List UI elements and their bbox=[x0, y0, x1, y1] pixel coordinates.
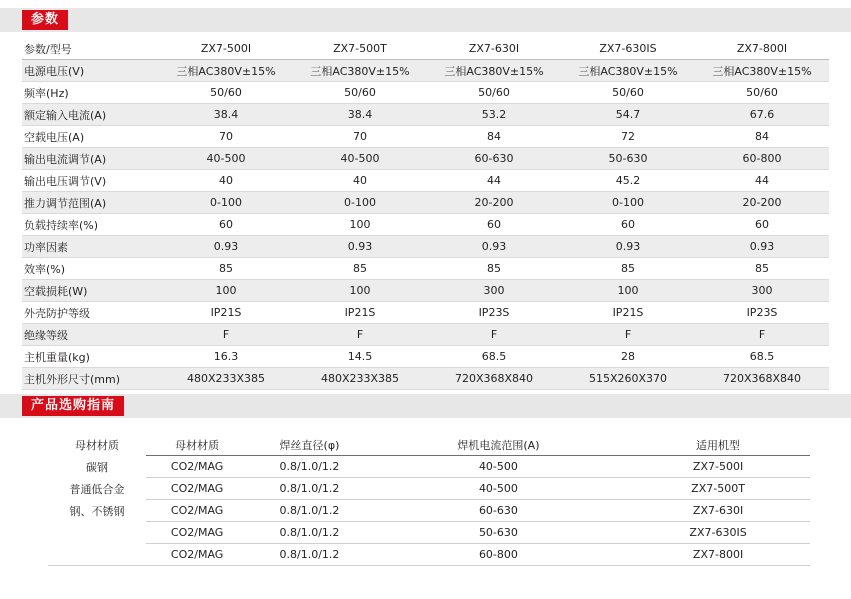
guide-header-material: 母材材质 bbox=[146, 434, 248, 456]
guide-current-range: 60-800 bbox=[371, 544, 626, 566]
param-value: 28 bbox=[561, 346, 695, 368]
guide-material: CO2/MAG bbox=[146, 456, 248, 478]
param-label: 输出电压调节(V) bbox=[22, 170, 159, 192]
param-value: 三相AC380V±15% bbox=[561, 60, 695, 82]
param-value: 480X233X385 bbox=[293, 368, 427, 390]
table-row bbox=[48, 456, 810, 478]
guide-current-range: 50-630 bbox=[371, 522, 626, 544]
table-row bbox=[22, 258, 829, 280]
table-row bbox=[48, 544, 810, 566]
param-header-model-2: ZX7-500T bbox=[293, 38, 427, 60]
guide-header-current-range: 焊机电流范围(A) bbox=[371, 434, 626, 456]
param-header-model-5: ZX7-800I bbox=[695, 38, 829, 60]
param-value: 44 bbox=[695, 170, 829, 192]
param-label: 电源电压(V) bbox=[22, 60, 159, 82]
param-value: 85 bbox=[427, 258, 561, 280]
param-header-model-1: ZX7-500I bbox=[159, 38, 293, 60]
parameters-section-header bbox=[0, 8, 851, 32]
param-value: F bbox=[159, 324, 293, 346]
param-header-model-4: ZX7-630IS bbox=[561, 38, 695, 60]
param-value: 0.93 bbox=[293, 236, 427, 258]
param-value: 480X233X385 bbox=[159, 368, 293, 390]
param-value: 70 bbox=[293, 126, 427, 148]
table-row bbox=[22, 170, 829, 192]
param-label: 绝缘等级 bbox=[22, 324, 159, 346]
param-value: 72 bbox=[561, 126, 695, 148]
param-value: 100 bbox=[293, 280, 427, 302]
param-value: 40-500 bbox=[159, 148, 293, 170]
table-row bbox=[22, 324, 829, 346]
param-value: 300 bbox=[695, 280, 829, 302]
param-value: IP21S bbox=[159, 302, 293, 324]
guide-side-value: 钢、不锈钢 bbox=[69, 504, 125, 518]
table-row bbox=[48, 478, 810, 500]
guide-model: ZX7-630I bbox=[626, 500, 810, 522]
table-row bbox=[22, 60, 829, 82]
table-row bbox=[22, 192, 829, 214]
table-row bbox=[22, 302, 829, 324]
table-row bbox=[22, 280, 829, 302]
table-header-row bbox=[22, 38, 829, 60]
table-row bbox=[22, 82, 829, 104]
param-value: 44 bbox=[427, 170, 561, 192]
guide-side-spacer bbox=[48, 544, 146, 566]
table-row bbox=[48, 500, 810, 522]
guide-side-spacer bbox=[48, 522, 146, 544]
param-label: 空载电压(A) bbox=[22, 126, 159, 148]
param-value: 68.5 bbox=[695, 346, 829, 368]
param-value: 85 bbox=[159, 258, 293, 280]
param-label: 推力调节范围(A) bbox=[22, 192, 159, 214]
param-value: 60 bbox=[427, 214, 561, 236]
param-value: 40 bbox=[159, 170, 293, 192]
table-row bbox=[22, 346, 829, 368]
guide-model: ZX7-500T bbox=[626, 478, 810, 500]
param-label: 额定输入电流(A) bbox=[22, 104, 159, 126]
param-value: 50/60 bbox=[159, 82, 293, 104]
param-label: 空载损耗(W) bbox=[22, 280, 159, 302]
table-row bbox=[22, 236, 829, 258]
param-value: 三相AC380V±15% bbox=[427, 60, 561, 82]
param-value: 300 bbox=[427, 280, 561, 302]
param-value: IP23S bbox=[695, 302, 829, 324]
param-value: 三相AC380V±15% bbox=[695, 60, 829, 82]
param-value: 40-500 bbox=[293, 148, 427, 170]
guide-material: CO2/MAG bbox=[146, 500, 248, 522]
guide-side-value: 普通低合金 bbox=[69, 482, 125, 496]
param-value: 84 bbox=[427, 126, 561, 148]
guide-current-range: 40-500 bbox=[371, 456, 626, 478]
param-value: 16.3 bbox=[159, 346, 293, 368]
guide-section-header bbox=[0, 394, 851, 418]
guide-diameter: 0.8/1.0/1.2 bbox=[248, 522, 371, 544]
param-value: 14.5 bbox=[293, 346, 427, 368]
param-value: 68.5 bbox=[427, 346, 561, 368]
param-value: 50/60 bbox=[695, 82, 829, 104]
param-value: 0.93 bbox=[427, 236, 561, 258]
param-value: 40 bbox=[293, 170, 427, 192]
param-value: 720X368X840 bbox=[695, 368, 829, 390]
param-value: 60-800 bbox=[695, 148, 829, 170]
param-value: 85 bbox=[695, 258, 829, 280]
guide-diameter: 0.8/1.0/1.2 bbox=[248, 456, 371, 478]
param-label: 输出电流调节(A) bbox=[22, 148, 159, 170]
table-row bbox=[22, 214, 829, 236]
param-value: 0.93 bbox=[159, 236, 293, 258]
guide-side-label: 母材材质 bbox=[75, 438, 120, 452]
param-value: 50-630 bbox=[561, 148, 695, 170]
guide-diameter: 0.8/1.0/1.2 bbox=[248, 478, 371, 500]
param-header-model-3: ZX7-630I bbox=[427, 38, 561, 60]
param-value: 84 bbox=[695, 126, 829, 148]
table-row bbox=[22, 368, 829, 390]
param-value: 100 bbox=[561, 280, 695, 302]
param-value: IP21S bbox=[561, 302, 695, 324]
param-value: IP23S bbox=[427, 302, 561, 324]
param-value: 20-200 bbox=[427, 192, 561, 214]
param-label: 外壳防护等级 bbox=[22, 302, 159, 324]
param-value: 60 bbox=[695, 214, 829, 236]
param-value: 100 bbox=[159, 280, 293, 302]
param-value: 85 bbox=[293, 258, 427, 280]
table-row bbox=[22, 126, 829, 148]
param-value: 0-100 bbox=[293, 192, 427, 214]
guide-model: ZX7-500I bbox=[626, 456, 810, 478]
guide-header-model: 适用机型 bbox=[626, 434, 810, 456]
param-label: 功率因素 bbox=[22, 236, 159, 258]
param-value: 70 bbox=[159, 126, 293, 148]
param-value: 50/60 bbox=[561, 82, 695, 104]
param-label: 主机重量(kg) bbox=[22, 346, 159, 368]
param-value: 54.7 bbox=[561, 104, 695, 126]
param-value: 60 bbox=[561, 214, 695, 236]
table-row bbox=[22, 104, 829, 126]
param-label: 主机外形尺寸(mm) bbox=[22, 368, 159, 390]
table-row bbox=[22, 148, 829, 170]
param-value: 0-100 bbox=[159, 192, 293, 214]
parameters-table bbox=[22, 38, 829, 390]
guide-material: CO2/MAG bbox=[146, 522, 248, 544]
param-value: 720X368X840 bbox=[427, 368, 561, 390]
param-value: 60-630 bbox=[427, 148, 561, 170]
param-value: 85 bbox=[561, 258, 695, 280]
param-value: 0.93 bbox=[561, 236, 695, 258]
param-value: F bbox=[561, 324, 695, 346]
guide-current-range: 40-500 bbox=[371, 478, 626, 500]
param-label: 负载持续率(%) bbox=[22, 214, 159, 236]
param-value: 45.2 bbox=[561, 170, 695, 192]
guide-header-diameter: 焊丝直径(φ) bbox=[248, 434, 371, 456]
guide-model: ZX7-800I bbox=[626, 544, 810, 566]
param-header-label: 参数/型号 bbox=[22, 38, 159, 60]
table-row bbox=[48, 522, 810, 544]
param-value: 三相AC380V±15% bbox=[293, 60, 427, 82]
guide-material: CO2/MAG bbox=[146, 544, 248, 566]
param-value: 50/60 bbox=[293, 82, 427, 104]
param-value: 0.93 bbox=[695, 236, 829, 258]
param-value: 38.4 bbox=[293, 104, 427, 126]
guide-model: ZX7-630IS bbox=[626, 522, 810, 544]
guide-diameter: 0.8/1.0/1.2 bbox=[248, 500, 371, 522]
param-label: 频率(Hz) bbox=[22, 82, 159, 104]
param-value: F bbox=[695, 324, 829, 346]
param-value: 60 bbox=[159, 214, 293, 236]
guide-current-range: 60-630 bbox=[371, 500, 626, 522]
param-label: 效率(%) bbox=[22, 258, 159, 280]
param-value: 38.4 bbox=[159, 104, 293, 126]
param-value: 67.6 bbox=[695, 104, 829, 126]
param-value: 53.2 bbox=[427, 104, 561, 126]
param-value: 20-200 bbox=[695, 192, 829, 214]
param-value: IP21S bbox=[293, 302, 427, 324]
guide-section-title: 产品选购指南 bbox=[22, 396, 124, 416]
param-value: 50/60 bbox=[427, 82, 561, 104]
param-value: F bbox=[293, 324, 427, 346]
param-value: 100 bbox=[293, 214, 427, 236]
param-value: 0-100 bbox=[561, 192, 695, 214]
param-value: 三相AC380V±15% bbox=[159, 60, 293, 82]
guide-side-value: 碳钢 bbox=[86, 460, 109, 474]
table-header-row bbox=[48, 434, 810, 456]
guide-material: CO2/MAG bbox=[146, 478, 248, 500]
param-value: F bbox=[427, 324, 561, 346]
parameters-section-title: 参数 bbox=[22, 10, 68, 30]
selection-guide-table bbox=[48, 434, 810, 566]
param-value: 515X260X370 bbox=[561, 368, 695, 390]
guide-diameter: 0.8/1.0/1.2 bbox=[248, 544, 371, 566]
